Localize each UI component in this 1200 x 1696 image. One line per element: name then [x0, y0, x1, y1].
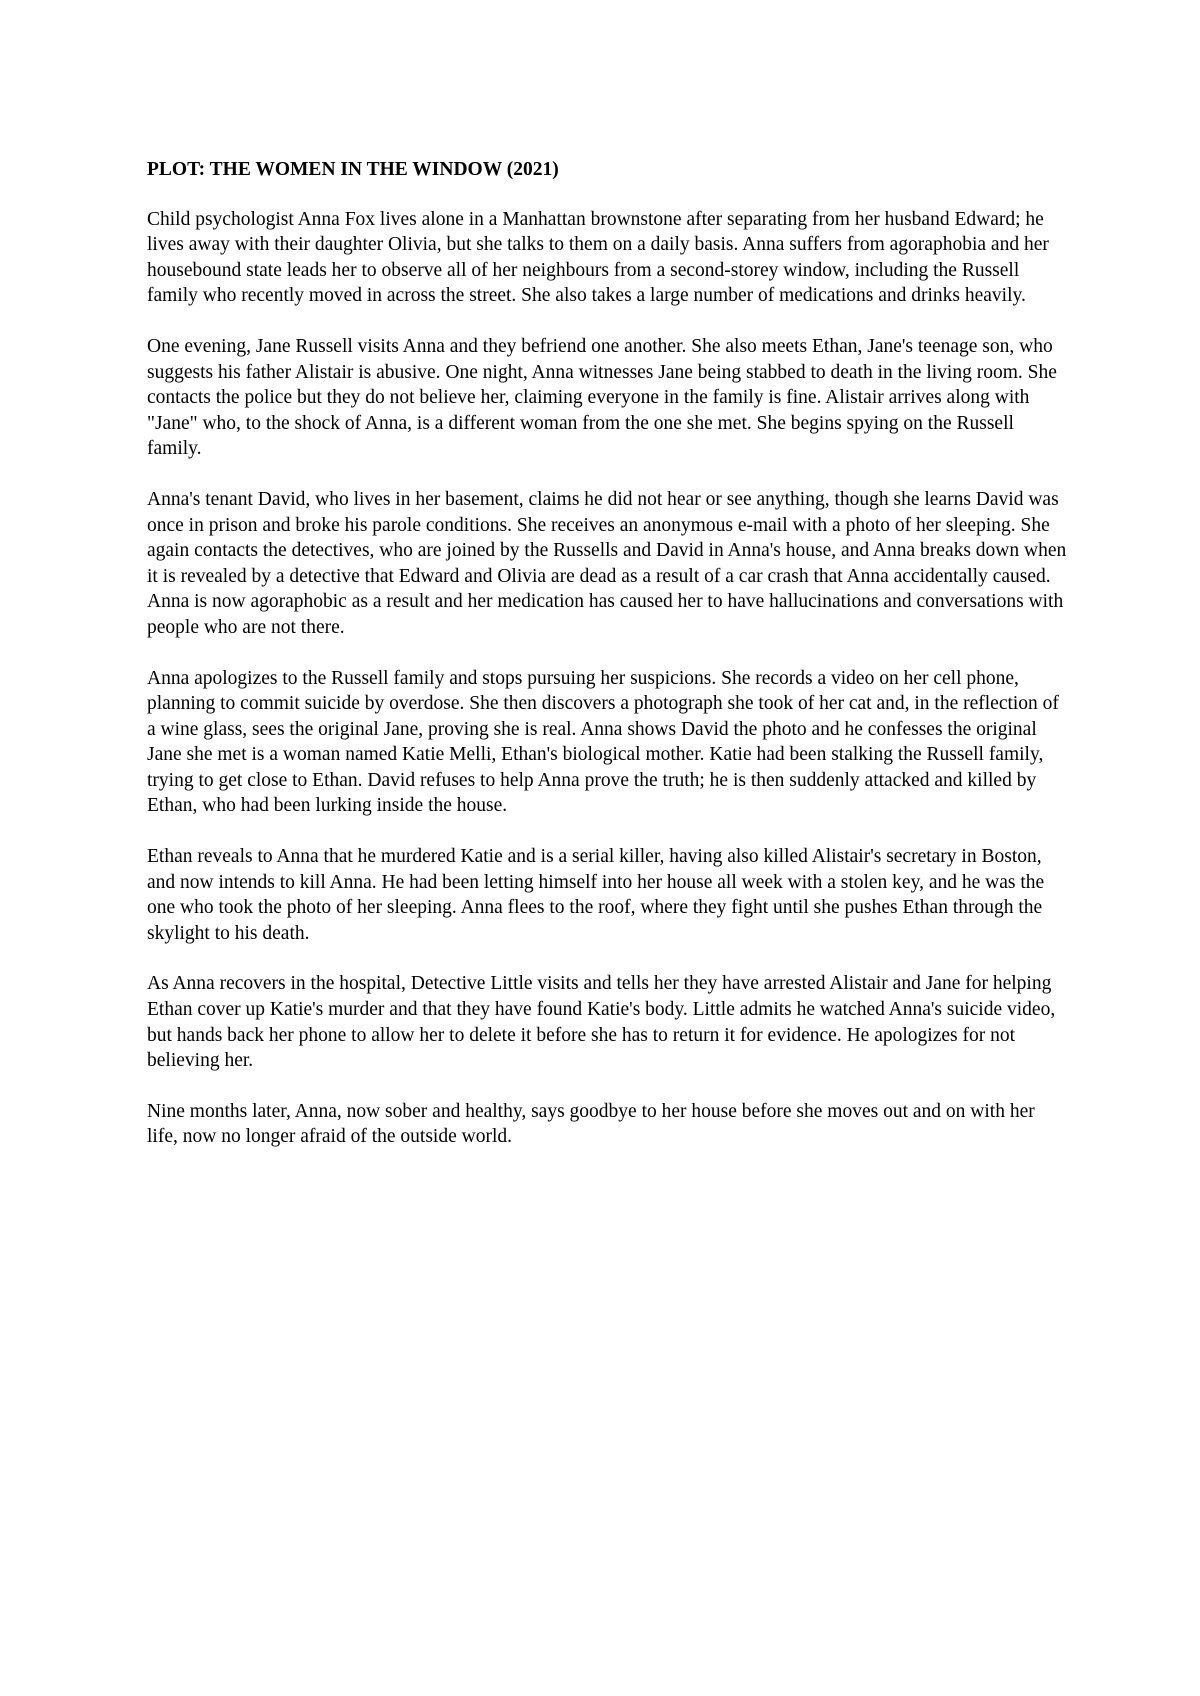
paragraph-4: Anna apologizes to the Russell family and stops pursuing her suspicions. She records a video on her cell phone, planning to commit suicide by overdose. She then discovers a photograph she took of her cat and, in the reflection of a wine glass, sees the original Jane, proving she is real. Anna shows David the photo and he confesses the original Jane she met is a woman named Katie Melli, Ethan's biological mother. Katie had been stalking the Russell family, trying to get close to Ethan. David refuses to help Anna prove the truth; he is then suddenly attacked and killed by Ethan, who had been lurking inside the house.	[147, 667, 1059, 817]
document-body	[147, 157, 1067, 1175]
document-title: PLOT: THE WOMEN IN THE WINDOW (2021)	[147, 159, 559, 180]
paragraph-7: Nine months later, Anna, now sober and healthy, says goodbye to her house before she moves out and on with her life, now no longer afraid of the outside world.	[147, 1100, 1035, 1148]
paragraph-5: Ethan reveals to Anna that he murdered Katie and is a serial killer, having also killed Alistair's secretary in Boston, and now intends to kill Anna. He had been letting himself into her house all week with a stolen key, and he was the one who took the photo of her sleeping. Anna flees to the roof, where they fight until she pushes Ethan through the skylight to his death.	[147, 846, 1045, 944]
paragraph-1: Child psychologist Anna Fox lives alone in a Manhattan brownstone after separating from her husband Edward; he lives away with their daughter Olivia, but she talks to them on a daily basis. Anna suffers from agoraphobia and her housebound state leads her to observe all of her neighbours from a second-storey window, including the Russell family who recently moved in across the street. She also takes a large number of medications and drinks heavily.	[147, 208, 1049, 307]
paragraph-2: One evening, Jane Russell visits Anna and they befriend one another. She also meets Ethan, Jane's teenage son, who suggests his father Alistair is abusive. One night, Anna witnesses Jane being stabbed to death in the living room. She contacts the police but they do not believe her, claiming everyone in the family is fine. Alistair arrives along with "Jane" who, to the shock of Anna, is a different woman from the one she met. She begins spying on the Russell family.	[147, 335, 1057, 460]
paragraph-6: As Anna recovers in the hospital, Detective Little visits and tells her they have arrested Alistair and Jane for helping Ethan cover up Katie's murder and that they have found Katie's body. Little admits he watched Anna's suicide video, but hands back her phone to allow her to delete it before she has to return it for evidence. He apologizes for not believing her.	[147, 973, 1056, 1072]
paragraph-3: Anna's tenant David, who lives in her basement, claims he did not hear or see anything, though she learns David was once in prison and broke his parole conditions. She receives an anonymous e-mail with a photo of her sleeping. She again contacts the detectives, who are joined by the Russells and David in Anna's house, and Anna breaks down when it is revealed by a detective that Edward and Olivia are dead as a result of a car crash that Anna accidentally caused. Anna is now agoraphobic as a result and her medication has caused her to have hallucinations and conversations with people who are not there.	[147, 488, 1067, 638]
